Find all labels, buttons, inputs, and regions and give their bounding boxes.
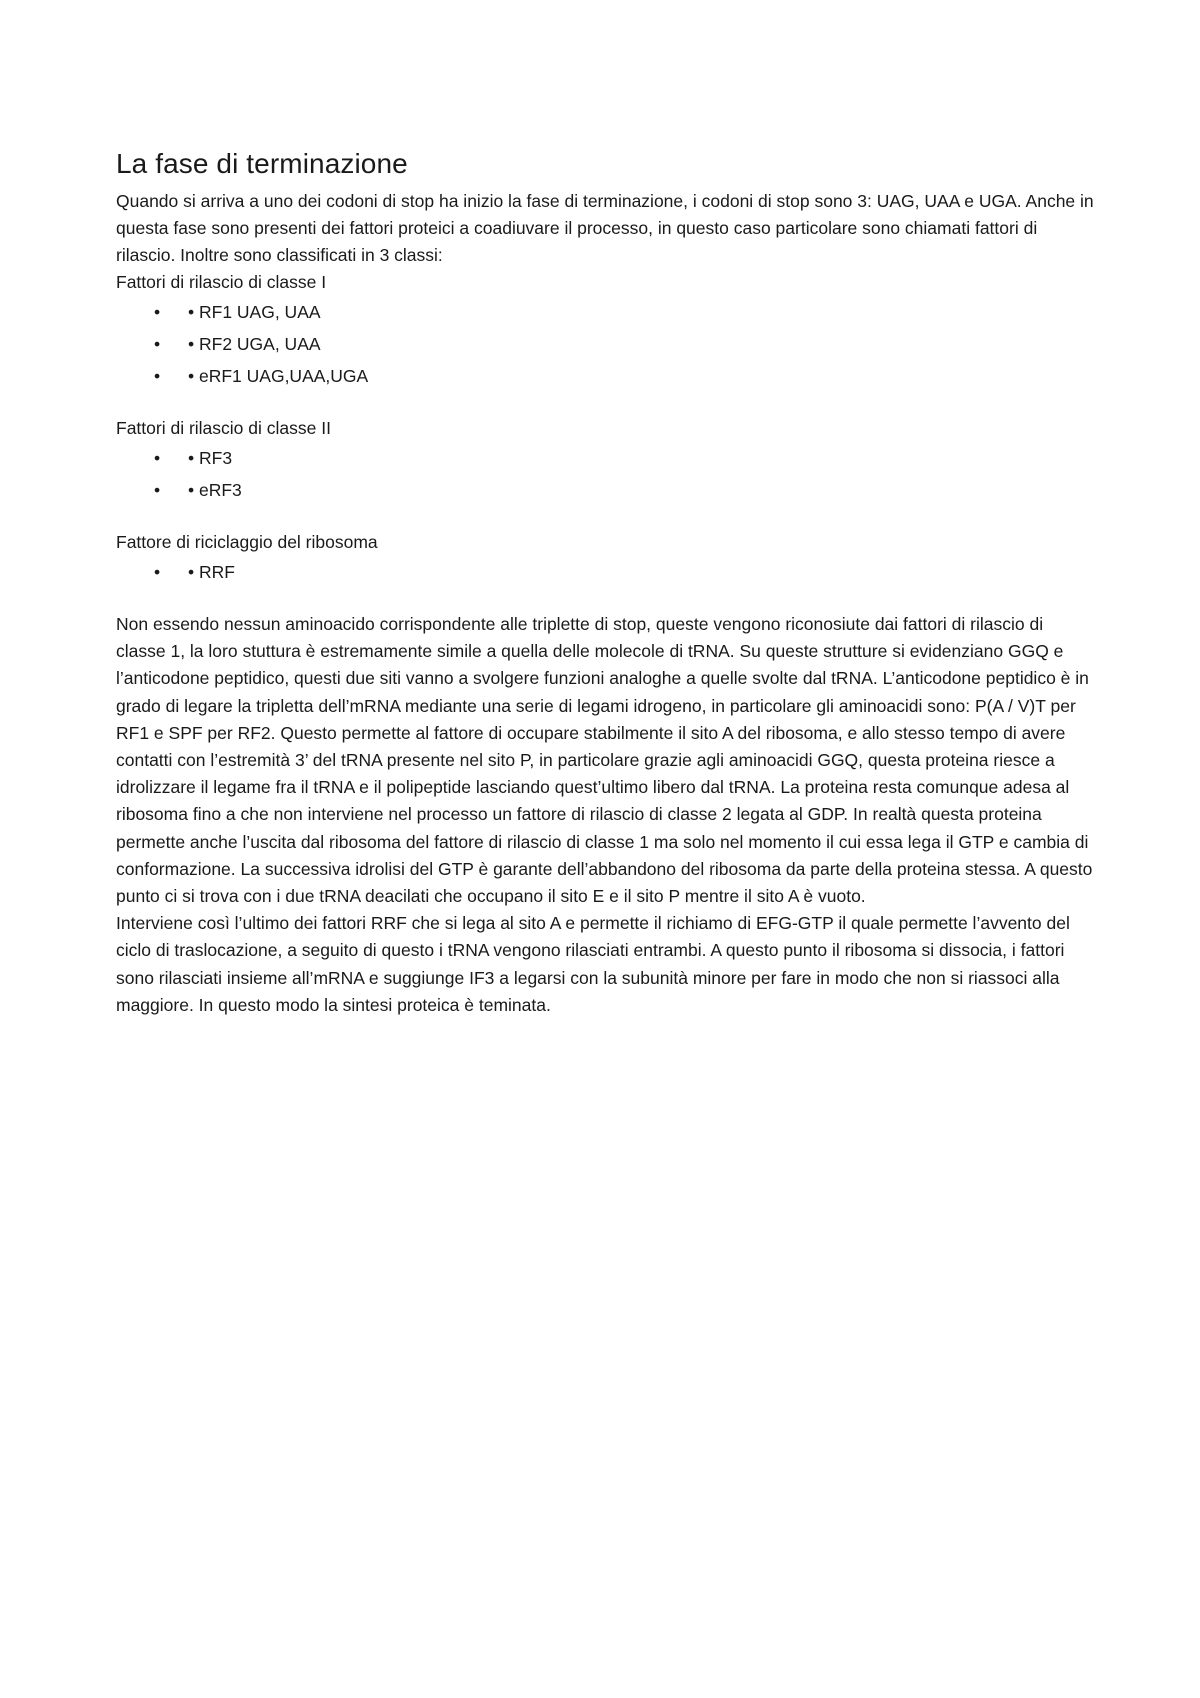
- list-item-text: • RF2 UGA, UAA: [188, 334, 321, 354]
- spacer: [116, 392, 1096, 415]
- list-item: [116, 442, 1096, 474]
- list-item-text: • RF1 UAG, UAA: [188, 302, 321, 322]
- list-item-text: • eRF1 UAG,UAA,UGA: [188, 366, 369, 386]
- bullet-icon: •: [154, 480, 161, 500]
- page-title: La fase di terminazione: [116, 148, 408, 179]
- list-item: [116, 296, 1096, 328]
- section-label-classe-i: Fattori di rilascio di classe I: [116, 272, 327, 292]
- list-classe-i: [116, 296, 1096, 392]
- body-paragraph-2: Interviene così l’ultimo dei fattori RRF che si lega al sito A e permette il richiamo di EFG-GTP il quale permette l’avvento del ciclo di traslocazione, a seguito di questo i tRNA vengono rilasciati entrambi. A questo punto il ribosoma si dissocia, i fattori sono rilasciati insieme all’mRNA e suggiunge IF3 a legarsi con la subunità minore per fare in modo che non si riassoci alla maggiore. In questo modo la sintesi proteica è teminata.: [116, 913, 1070, 1015]
- intro-paragraph: Quando si arriva a uno dei codoni di stop ha inizio la fase di terminazione, i codoni di stop sono 3: UAG, UAA e UGA. Anche in questa fase sono presenti dei fattori proteici a coadiuvare il processo, in questo caso particolare sono chiamati fattori di rilascio. Inoltre sono classificati in 3 classi:: [116, 191, 1094, 265]
- bullet-icon: •: [154, 334, 161, 354]
- section-label-riciclaggio: Fattore di riciclaggio del ribosoma: [116, 532, 378, 552]
- list-item-text: • eRF3: [188, 480, 242, 500]
- body-paragraph-1: Non essendo nessun aminoacido corrispondente alle triplette di stop, queste vengono riconosiute dai fattori di rilascio di classe 1, la loro stuttura è estremamente simile a quella delle molecole di tRNA. Su queste strutture si evidenziano GGQ e l’anticodone peptidico, questi due siti vanno a svolgere funzioni analoghe a quelle svolte dal tRNA. L’anticodone peptidico è in grado di legare la tripletta dell’mRNA mediante una serie di legami idrogeno, in particolare gli aminoacidi sono: P(A / V)T per RF1 e SPF per RF2. Questo permette al fattore di occupare stabilmente il sito A del ribosoma, e allo stesso tempo di avere contatti con l’estremità 3’ del tRNA presente nel sito P, in particolare grazie agli aminoacidi GGQ, questa proteina riesce a idrolizzare il legame fra il tRNA e il polipeptide lasciando quest’ultimo libero dal tRNA. La proteina resta comunque adesa al ribosoma fino a che non interviene nel processo un fattore di rilascio di classe 2 legata al GDP. In realtà questa proteina permette anche l’uscita dal ribosoma del fattore di rilascio di classe 1 ma solo nel momento il cui essa lega il GTP e cambia di conformazione. La successiva idrolisi del GTP è garante dell’abbandono del ribosoma da parte della proteina stessa. A questo punto ci si trova con i due tRNA deacilati che occupano il sito E e il sito P mentre il sito A è vuoto.: [116, 614, 1093, 907]
- list-item: [116, 556, 1096, 588]
- bullet-icon: •: [154, 448, 161, 468]
- spacer: [116, 588, 1096, 611]
- list-item-text: • RRF: [188, 562, 235, 582]
- document-page: [116, 146, 1096, 1019]
- list-item: [116, 328, 1096, 360]
- list-item: [116, 474, 1096, 506]
- list-classe-ii: [116, 442, 1096, 506]
- bullet-icon: •: [154, 302, 161, 322]
- bullet-icon: •: [154, 562, 161, 582]
- list-item: [116, 360, 1096, 392]
- section-label-classe-ii: Fattori di rilascio di classe II: [116, 418, 331, 438]
- list-item-text: • RF3: [188, 448, 233, 468]
- spacer: [116, 506, 1096, 529]
- list-riciclaggio: [116, 556, 1096, 588]
- bullet-icon: •: [154, 366, 161, 386]
